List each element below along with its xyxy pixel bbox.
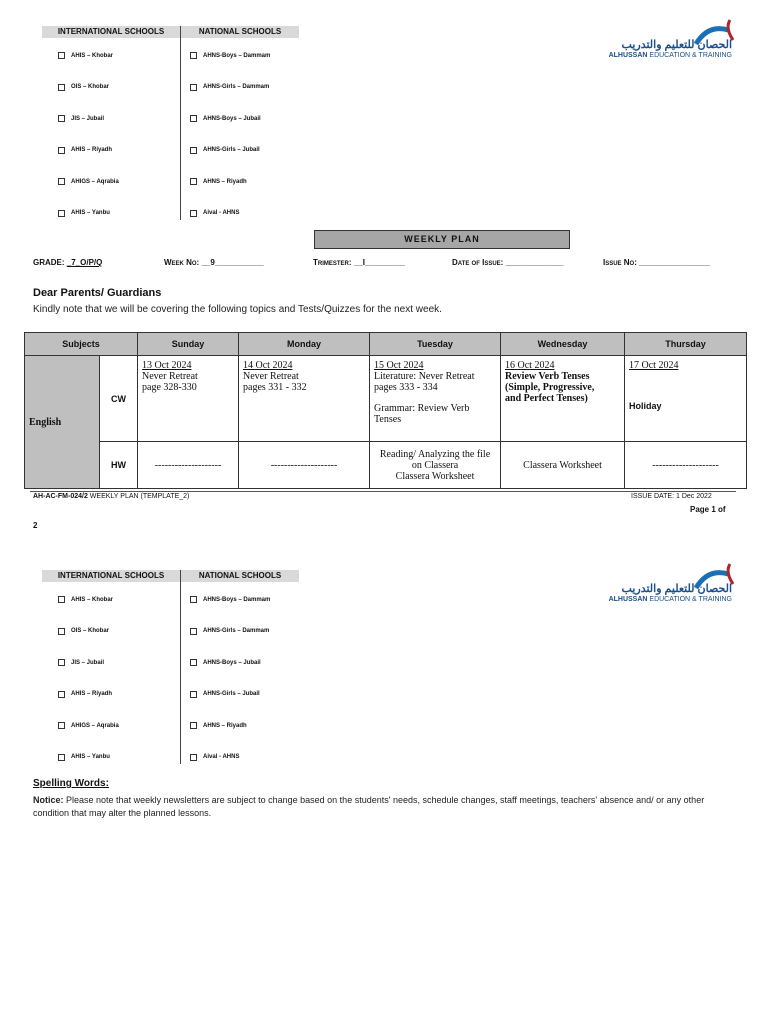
checkbox-icon[interactable] bbox=[190, 178, 197, 185]
school-name: AHNS-Boys – Jubail bbox=[203, 115, 261, 122]
school-name: Aival - AHNS bbox=[203, 210, 240, 216]
checkbox-icon[interactable] bbox=[190, 596, 197, 603]
school-selector-bottom bbox=[42, 570, 300, 770]
school-option[interactable] bbox=[190, 691, 260, 698]
spelling-words-heading: Spelling Words: bbox=[33, 778, 109, 789]
logo-arabic-text: الحصان للتعليم والتدريب bbox=[621, 39, 732, 51]
checkbox-icon[interactable] bbox=[190, 147, 197, 154]
school-option[interactable] bbox=[190, 210, 239, 217]
school-name: AHNS-Boys – Dammam bbox=[203, 596, 271, 603]
school-name: AHIS – Riyadh bbox=[71, 147, 113, 153]
international-schools-header: INTERNATIONAL SCHOOLS bbox=[42, 570, 180, 582]
school-name: AHNS – Riyadh bbox=[203, 722, 247, 729]
cw-wednesday-topic-2: (Simple, Progressive, bbox=[505, 382, 595, 393]
greeting: Dear Parents/ Guardians bbox=[33, 287, 162, 299]
school-option[interactable] bbox=[58, 210, 110, 217]
page-prefix: Page bbox=[690, 505, 712, 514]
hw-sunday: -------------------- bbox=[138, 442, 239, 489]
school-name: JIS – Jubail bbox=[71, 115, 105, 122]
form-template: WEEKLY PLAN (TEMPLATE_2) bbox=[89, 493, 190, 500]
date-value: _____________ bbox=[505, 258, 564, 267]
checkbox-icon[interactable] bbox=[190, 84, 197, 91]
form-code bbox=[33, 493, 189, 500]
week-field bbox=[164, 258, 264, 267]
checkbox-icon[interactable] bbox=[58, 691, 65, 698]
intro-text: Kindly note that we will be covering the following topics and Tests/Quizzes for the next week. bbox=[33, 304, 442, 315]
school-option[interactable] bbox=[190, 659, 261, 666]
header-wednesday: Wednesday bbox=[501, 333, 625, 356]
cw-wednesday-topic: Review Verb Tenses bbox=[505, 371, 590, 382]
cw-sunday-date: 13 Oct 2024 bbox=[142, 360, 192, 371]
school-name: AHNS-Girls – Jubail bbox=[203, 147, 260, 153]
cw-thursday-date: 17 Oct 2024 bbox=[629, 360, 679, 371]
issue-value: ________________ bbox=[639, 258, 711, 267]
checkbox-icon[interactable] bbox=[190, 691, 197, 698]
checkbox-icon[interactable] bbox=[190, 659, 197, 666]
checkbox-icon[interactable] bbox=[190, 210, 197, 217]
school-option[interactable] bbox=[58, 659, 104, 666]
school-name: Aival - AHNS bbox=[203, 754, 240, 760]
school-name: AHIS – Yanbu bbox=[71, 210, 110, 216]
page-of: of bbox=[715, 505, 726, 514]
hw-wednesday: Classera Worksheet bbox=[501, 442, 625, 489]
cw-label: CW bbox=[100, 356, 138, 442]
school-option[interactable] bbox=[190, 147, 260, 154]
school-option[interactable] bbox=[58, 84, 109, 91]
header-sunday: Sunday bbox=[138, 333, 239, 356]
school-name: OIS – Khobar bbox=[71, 628, 110, 634]
subject-english: English bbox=[25, 356, 100, 489]
checkbox-icon[interactable] bbox=[190, 722, 197, 729]
school-option[interactable] bbox=[190, 754, 239, 761]
school-option[interactable] bbox=[58, 52, 113, 59]
school-option[interactable] bbox=[190, 596, 270, 603]
hw-tuesday-line2: on Classera bbox=[411, 459, 459, 471]
cw-thursday-holiday: Holiday bbox=[629, 401, 662, 411]
hw-label: HW bbox=[100, 442, 138, 489]
weekly-plan-title: WEEKLY PLAN bbox=[314, 230, 570, 249]
issue-date: ISSUE DATE: 1 Dec 2022 bbox=[631, 493, 712, 500]
school-option[interactable] bbox=[58, 754, 110, 761]
spelling-label: Spelling Words bbox=[33, 778, 106, 789]
page-number bbox=[690, 505, 726, 514]
header-monday: Monday bbox=[239, 333, 370, 356]
international-schools-header: INTERNATIONAL SCHOOLS bbox=[42, 26, 180, 38]
school-name: AHIS – Riyadh bbox=[71, 691, 113, 697]
column-divider bbox=[180, 26, 181, 220]
cw-monday-topic: Never Retreat bbox=[243, 371, 299, 382]
checkbox-icon[interactable] bbox=[190, 52, 197, 59]
school-option[interactable] bbox=[58, 722, 119, 729]
national-schools-header: NATIONAL SCHOOLS bbox=[181, 570, 299, 582]
checkbox-icon[interactable] bbox=[58, 178, 65, 185]
cw-tuesday bbox=[370, 356, 501, 442]
school-name: AHNS-Boys – Jubail bbox=[203, 659, 261, 666]
spacer bbox=[374, 393, 496, 403]
cw-sunday-pages: page 328-330 bbox=[142, 382, 197, 393]
national-schools-header: NATIONAL SCHOOLS bbox=[181, 26, 299, 38]
header-thursday: Thursday bbox=[625, 333, 747, 356]
footer-divider bbox=[30, 491, 736, 492]
checkbox-icon[interactable] bbox=[58, 659, 65, 666]
logo-english-text bbox=[609, 596, 732, 603]
trimester-field bbox=[313, 258, 405, 267]
cw-monday-date: 14 Oct 2024 bbox=[243, 360, 293, 371]
week-label: Week No: bbox=[164, 258, 200, 267]
table-header-row bbox=[25, 333, 747, 356]
checkbox-icon[interactable] bbox=[58, 754, 65, 761]
school-name: AHNS-Girls – Jubail bbox=[203, 691, 260, 697]
notice-text bbox=[33, 794, 733, 820]
date-of-issue-field bbox=[452, 258, 563, 267]
cw-wednesday bbox=[501, 356, 625, 442]
school-option[interactable] bbox=[190, 115, 261, 122]
hw-row bbox=[25, 442, 747, 489]
school-name: AHNS – Riyadh bbox=[203, 178, 247, 185]
cw-tuesday-literature: Literature: Never Retreat bbox=[374, 371, 475, 382]
cw-row bbox=[25, 356, 747, 442]
trimester-label: Trimester: bbox=[313, 258, 352, 267]
cw-wednesday-date: 16 Oct 2024 bbox=[505, 360, 555, 371]
school-option[interactable] bbox=[190, 722, 247, 729]
weekly-plan-table bbox=[24, 332, 747, 489]
checkbox-icon[interactable] bbox=[58, 147, 65, 154]
checkbox-icon[interactable] bbox=[58, 210, 65, 217]
checkbox-icon[interactable] bbox=[58, 84, 65, 91]
school-option[interactable] bbox=[58, 178, 119, 185]
column-divider bbox=[180, 570, 181, 764]
checkbox-icon[interactable] bbox=[58, 628, 65, 635]
hw-tuesday-line3: Classera Worksheet bbox=[395, 470, 475, 482]
logo-tagline: EDUCATION & TRAINING bbox=[649, 52, 732, 59]
school-name: AHIS – Khobar bbox=[71, 596, 114, 603]
cw-tuesday-pages: pages 333 - 334 bbox=[374, 382, 438, 393]
checkbox-icon[interactable] bbox=[58, 115, 65, 122]
hw-tuesday-line1: Reading/ Analyzing the file bbox=[379, 448, 491, 460]
checkbox-icon[interactable] bbox=[58, 722, 65, 729]
cw-tuesday-grammar-cont: Tenses bbox=[374, 414, 402, 425]
school-name: AHNS-Girls – Dammam bbox=[203, 84, 270, 90]
logo-tagline: EDUCATION & TRAINING bbox=[649, 596, 732, 603]
checkbox-icon[interactable] bbox=[190, 754, 197, 761]
issue-label: Issue No: bbox=[603, 258, 637, 267]
school-option[interactable] bbox=[190, 628, 269, 635]
cw-sunday-topic: Never Retreat bbox=[142, 371, 198, 382]
logo-brand: ALHUSSAN bbox=[608, 52, 648, 59]
school-name: AHIGS – Aqrabia bbox=[71, 178, 119, 185]
school-option[interactable] bbox=[58, 596, 113, 603]
checkbox-icon[interactable] bbox=[190, 115, 197, 122]
school-name: AHIS – Khobar bbox=[71, 52, 114, 59]
school-name: AHIGS – Aqrabia bbox=[71, 722, 119, 729]
week-value: __9___________ bbox=[201, 258, 264, 267]
grade-field bbox=[33, 258, 102, 267]
school-option[interactable] bbox=[58, 628, 109, 635]
cw-monday bbox=[239, 356, 370, 442]
logo-brand: ALHUSSAN bbox=[608, 596, 648, 603]
checkbox-icon[interactable] bbox=[58, 52, 65, 59]
cw-wednesday-topic-3: and Perfect Tenses) bbox=[505, 393, 588, 404]
grade-label: GRADE: bbox=[33, 258, 65, 267]
alhussan-logo bbox=[604, 562, 734, 612]
school-option[interactable] bbox=[58, 115, 104, 122]
page-current: 1 bbox=[711, 505, 716, 514]
header-subjects: Subjects bbox=[25, 333, 138, 356]
hw-monday: -------------------- bbox=[239, 442, 370, 489]
cw-thursday bbox=[625, 356, 747, 442]
date-label: Date of Issue: bbox=[452, 258, 504, 267]
school-option[interactable] bbox=[190, 52, 270, 59]
cw-tuesday-grammar: Grammar: Review Verb bbox=[374, 403, 470, 414]
school-selector-top bbox=[42, 26, 300, 226]
school-name: AHNS-Boys – Dammam bbox=[203, 52, 271, 59]
hw-tuesday bbox=[370, 442, 501, 489]
alhussan-logo bbox=[604, 18, 734, 68]
header-tuesday: Tuesday bbox=[370, 333, 501, 356]
school-option[interactable] bbox=[190, 178, 247, 185]
grade-value: _7_O/P/Q bbox=[66, 258, 103, 267]
notice-body: Please note that weekly newsletters are subject to change based on the students' needs, schedule changes, staff meetings, teachers' absence and/ or any other condition that may alter the planned lessons. bbox=[33, 795, 705, 818]
logo-english-text bbox=[609, 52, 732, 59]
cw-monday-pages: pages 331 - 332 bbox=[243, 382, 307, 393]
page-total: 2 bbox=[33, 521, 38, 530]
form-code-id: AH-AC-FM-024/2 bbox=[33, 493, 88, 500]
checkbox-icon[interactable] bbox=[58, 596, 65, 603]
spacer bbox=[629, 371, 742, 401]
school-name: OIS – Khobar bbox=[71, 84, 110, 90]
school-option[interactable] bbox=[58, 691, 112, 698]
cw-tuesday-date: 15 Oct 2024 bbox=[374, 360, 424, 371]
issue-no-field bbox=[603, 258, 710, 267]
notice-label: Notice: bbox=[33, 795, 64, 805]
logo-arabic-text: الحصان للتعليم والتدريب bbox=[621, 583, 732, 595]
school-name: JIS – Jubail bbox=[71, 659, 105, 666]
school-option[interactable] bbox=[190, 84, 269, 91]
school-name: AHNS-Girls – Dammam bbox=[203, 628, 270, 634]
cw-sunday bbox=[138, 356, 239, 442]
school-name: AHIS – Yanbu bbox=[71, 754, 110, 760]
checkbox-icon[interactable] bbox=[190, 628, 197, 635]
hw-thursday: -------------------- bbox=[625, 442, 747, 489]
trimester-value: __I_________ bbox=[353, 258, 405, 267]
school-option[interactable] bbox=[58, 147, 112, 154]
